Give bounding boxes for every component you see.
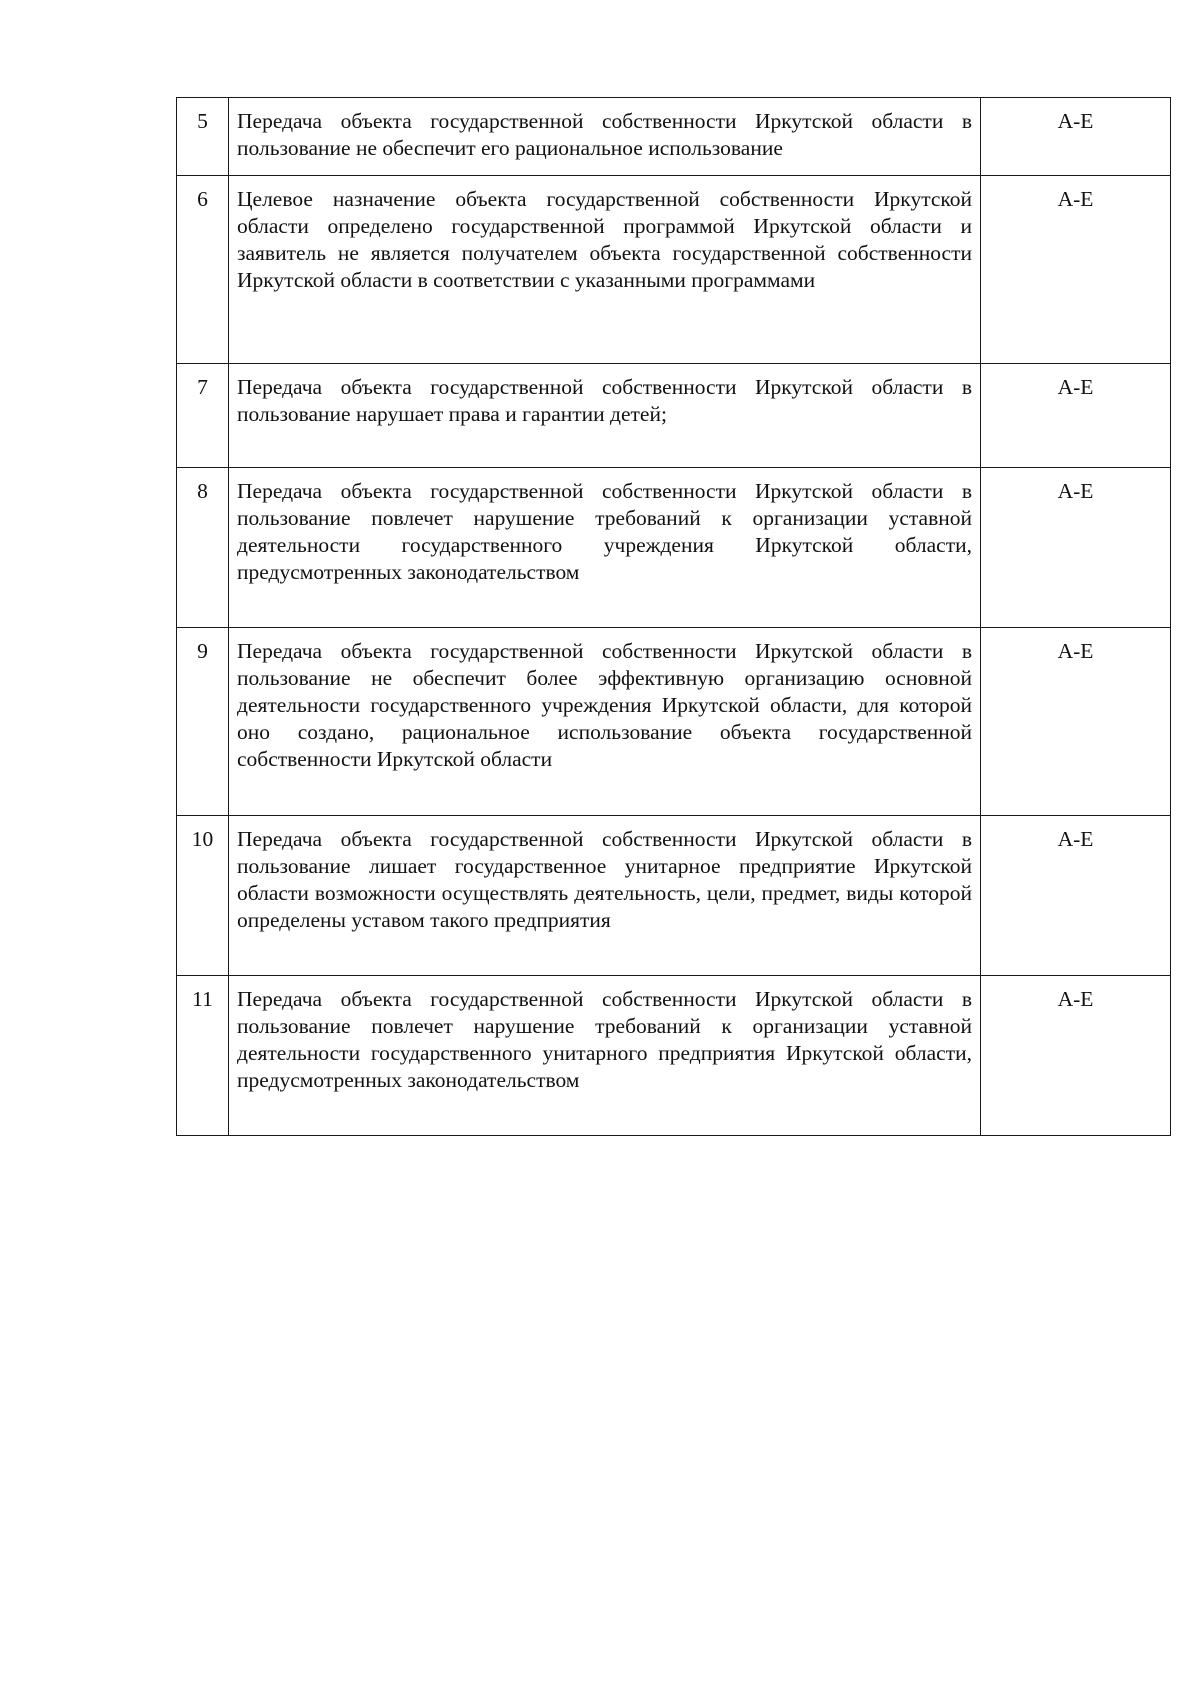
row-code: А-Е [981,628,1171,816]
row-code: А-Е [981,364,1171,468]
table-row [177,468,1171,628]
table-row [177,628,1171,816]
row-number: 7 [177,364,229,468]
row-number: 6 [177,176,229,364]
row-number: 10 [177,816,229,976]
row-code: А-Е [981,468,1171,628]
row-code: А-Е [981,976,1171,1136]
row-code: А-Е [981,816,1171,976]
row-description: Передача объекта государственной собственности Иркутской области в пользование нарушает права и гарантии детей; [229,364,981,468]
row-code: А-Е [981,176,1171,364]
table-row [177,816,1171,976]
row-number: 5 [177,98,229,176]
row-number: 11 [177,976,229,1136]
row-description: Передача объекта государственной собственности Иркутской области в пользование не обеспечит его рациональное использование [229,98,981,176]
table-row [177,976,1171,1136]
table-row [177,176,1171,364]
refusal-grounds-table [176,97,1171,1136]
table-row [177,98,1171,176]
row-description: Передача объекта государственной собственности Иркутской области в пользование не обеспечит более эффективную организацию основной деятельности государственного учреждения Иркутской области, для которой оно создано, рациональное использование объекта государственной собственности Иркутской области [229,628,981,816]
row-number: 9 [177,628,229,816]
row-description: Передача объекта государственной собственности Иркутской области в пользование лишает государственное унитарное предприятие Иркутской области возможности осуществлять деятельность, цели, предмет, виды которой определены уставом такого предприятия [229,816,981,976]
row-description: Целевое назначение объекта государственной собственности Иркутской области определено государственной программой Иркутской области и заявитель не является получателем объекта государственной собственности Иркутской области в соответствии с указанными программами [229,176,981,364]
row-description: Передача объекта государственной собственности Иркутской области в пользование повлечет нарушение требований к организации уставной деятельности государственного унитарного предприятия Иркутской области, предусмотренных законодательством [229,976,981,1136]
row-code: А-Е [981,98,1171,176]
row-number: 8 [177,468,229,628]
table-row [177,364,1171,468]
row-description: Передача объекта государственной собственности Иркутской области в пользование повлечет нарушение требований к организации уставной деятельности государственного учреждения Иркутской области, предусмотренных законодательством [229,468,981,628]
